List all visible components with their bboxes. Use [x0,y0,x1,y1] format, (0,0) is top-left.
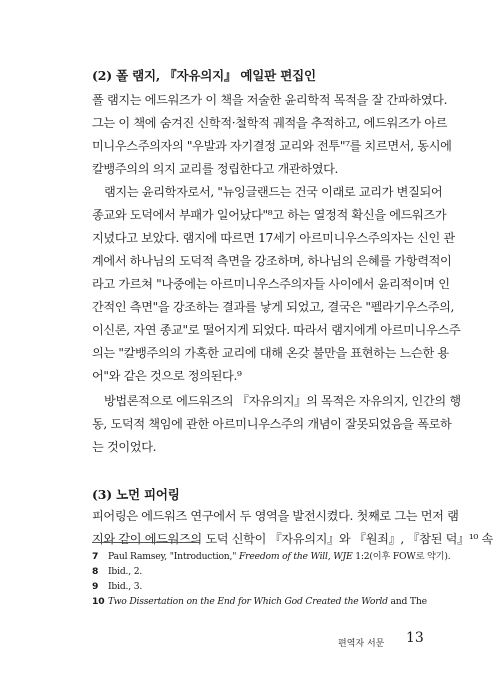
body-line: 지녔다고 보았다. 램지에 따르면 17세기 아르미니우스주의자는 신인 관 [92,231,455,245]
body-line: 그는 이 책에 숨겨진 신학적·철학적 궤적을 추적하고, 에드워즈가 아르 [92,116,448,130]
footnote-7 [92,551,451,563]
footnote-text: Paul Ramsey, "Introduction," [108,551,239,562]
running-footer-label: 편역자 서문 [338,639,385,649]
footnote-title: Two Dissertation on the End for Which God Created the World [108,596,388,607]
footnote-number: 10 [92,596,105,607]
body-line: 램지는 윤리학자로서, "뉴잉글랜드는 건국 이래로 교리가 변질되어 [104,185,443,199]
page-number: 13 [406,630,424,646]
body-line: 의는 "칼뱅주의의 가혹한 교리에 대해 온갖 불만을 표현하는 느슨한 용 [92,346,449,360]
body-line: 미니우스주의자의 "우발과 자기결정 교리와 전투"⁷를 치르면서, 동시에 [92,139,452,153]
footnote-number: 8 [92,566,99,577]
body-line: 종교와 도덕에서 부패가 일어났다"⁸고 하는 열정적 확신을 에드워즈가 [92,208,447,222]
body-line: 동, 도덕적 책임에 관한 아르미니우스주의 개념이 잘못되었음을 폭로하 [92,417,452,431]
body-line: 방법론적으로 에드워즈의 『자유의지』의 목적은 자유의지, 인간의 행 [104,394,461,408]
body-line: 칼뱅주의의 의지 교리를 정립한다고 개관하였다. [92,162,339,176]
footnote-text: Ibid., 3. [108,581,143,592]
footnote-10 [92,596,427,608]
footnote-text: Ibid., 2. [108,566,143,577]
body-line: 이신론, 자연 종교"로 떨어지게 되었다. 따라서 램지에게 아르미니우스주 [92,323,461,337]
body-line: 라고 가르쳐 "나중에는 아르미니우스주의자들 사이에서 윤리적이며 인 [92,277,450,291]
footnote-divider [92,542,200,543]
footnote-number: 9 [92,581,99,592]
section-heading-ramsey: (2) 폴 램지, 『자유의지』 예일판 편집인 [92,68,316,83]
body-line: 계에서 하나님의 도덕적 측면을 강조하며, 하나님의 은혜를 가항력적이 [92,254,452,268]
body-line: 간적인 측면"을 강조하는 결과를 낳게 되었고, 결국은 "펠라기우스주의, [92,300,455,314]
footnote-9 [92,581,422,593]
body-line: 는 것이었다. [92,440,157,454]
footnote-number: 7 [92,551,99,562]
section-heading-fiering: (3) 노먼 피어링 [92,487,180,502]
body-line: 지와 같이 에드워즈의 도덕 신학이 『자유의지』와 『원죄』, 『참된 덕』¹⁰ 속 [92,532,493,546]
footnote-8 [92,566,422,578]
body-line: 어"와 같은 것으로 정의된다.⁹ [92,369,242,383]
body-line: 폴 램지는 에드워즈가 이 책을 저술한 윤리학적 목적을 잘 간파하였다. [92,93,448,107]
body-line: 피어링은 에드워즈 연구에서 두 영역을 발전시켰다. 첫째로 그는 먼저 램 [92,509,459,523]
footnote-title: Freedom of the Will, WJE [238,551,353,562]
footnote-text: 1:2(이후 FOW로 약기). [352,551,451,562]
footnote-text: and The [387,596,427,607]
